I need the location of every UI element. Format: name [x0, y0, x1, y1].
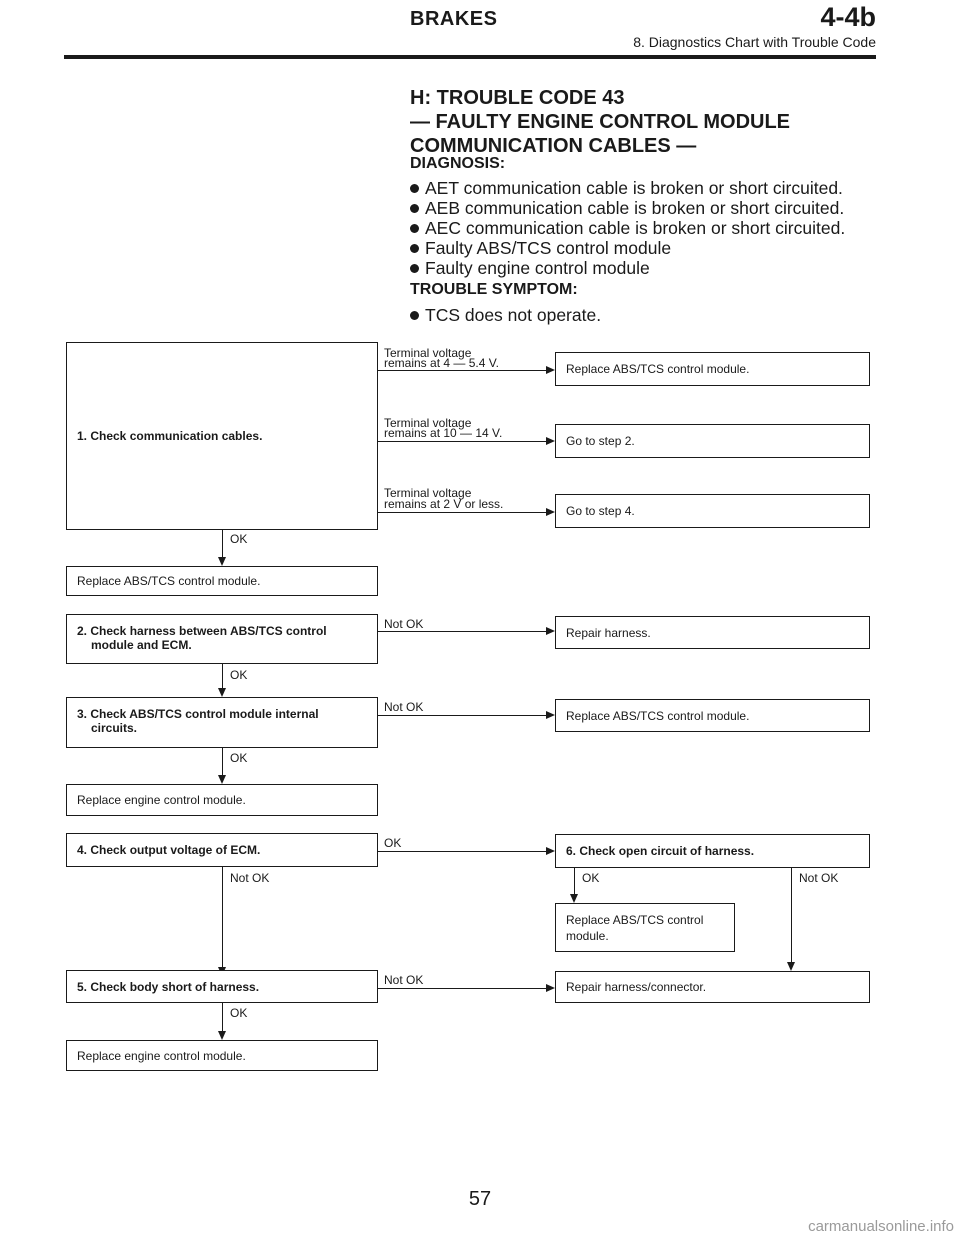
branch-label: remains at 10 — 14 V.: [384, 426, 503, 440]
result-box: Go to step 4.: [555, 494, 870, 528]
connector-line: [222, 1003, 223, 1031]
list-item: Faulty ABS/TCS control module: [410, 238, 845, 258]
result-box: Replace ABS/TCS control module.: [555, 352, 870, 386]
step2-box: 2. Check harness between ABS/TCS control module and ECM.: [66, 614, 378, 664]
notok-label: Not OK: [384, 700, 424, 714]
arrow-right-icon: [546, 847, 555, 855]
header-rule: [64, 55, 876, 59]
result-box: Repair harness.: [555, 616, 870, 649]
arrow-down-icon: [218, 557, 226, 566]
connector-line: [574, 868, 575, 894]
arrow-right-icon: [546, 984, 555, 992]
notok-label: Not OK: [384, 617, 424, 631]
connector-line: [378, 512, 546, 513]
ok-label: OK: [582, 871, 600, 885]
result-box: Repair harness/connector.: [555, 971, 870, 1003]
connector-line: [378, 631, 546, 632]
connector-line: [378, 988, 546, 989]
bullet-icon: [410, 244, 419, 253]
connector-line: [378, 715, 546, 716]
step6-box: 6. Check open circuit of harness.: [555, 834, 870, 868]
ok-label: OK: [230, 751, 248, 765]
connector-line: [222, 530, 223, 557]
arrow-right-icon: [546, 437, 555, 445]
arrow-down-icon: [570, 894, 578, 903]
branch-label: Terminal voltage: [384, 486, 472, 500]
connector-line: [378, 851, 546, 852]
bullet-icon: [410, 224, 419, 233]
bullet-icon: [410, 311, 419, 320]
ok-label: OK: [230, 668, 248, 682]
section-subtitle: 8. Diagnostics Chart with Trouble Code: [633, 34, 876, 50]
action-box: Replace engine control module.: [66, 1040, 378, 1071]
arrow-down-icon: [218, 688, 226, 697]
arrow-right-icon: [546, 627, 555, 635]
step5-box: 5. Check body short of harness.: [66, 970, 378, 1003]
branch-label: Terminal voltage: [384, 346, 472, 360]
arrow-down-icon: [787, 962, 795, 971]
title-line: H: TROUBLE CODE 43: [410, 87, 625, 109]
step1-box: 1. Check communication cables.: [66, 342, 378, 530]
symptom-list: [410, 305, 601, 325]
ok-label: OK: [384, 836, 402, 850]
connector-line: [378, 441, 546, 442]
ok-label: OK: [230, 1006, 248, 1020]
connector-line: [222, 867, 223, 967]
list-item: Faulty engine control module: [410, 258, 845, 278]
section-code: 4-4b: [820, 2, 876, 32]
connector-line: [222, 664, 223, 688]
list-item: AET communication cable is broken or short circuited.: [410, 178, 845, 198]
section-title: BRAKES: [410, 8, 498, 30]
page-title: [410, 86, 790, 158]
arrow-right-icon: [546, 366, 555, 374]
symptom-heading: TROUBLE SYMPTOM:: [410, 281, 578, 298]
bullet-icon: [410, 264, 419, 273]
connector-line: [222, 748, 223, 775]
notok-label: Not OK: [230, 871, 270, 885]
list-item: TCS does not operate.: [410, 305, 601, 325]
ok-label: OK: [230, 532, 248, 546]
branch-label: remains at 4 — 5.4 V.: [384, 356, 499, 370]
branch-label: Terminal voltage: [384, 416, 472, 430]
watermark: carmanualsonline.info: [808, 1218, 954, 1235]
result-box: Go to step 2.: [555, 424, 870, 458]
arrow-down-icon: [218, 775, 226, 784]
notok-label: Not OK: [799, 871, 839, 885]
result-box: Replace ABS/TCS control module.: [555, 699, 870, 732]
action-box: Replace ABS/TCS control module.: [66, 566, 378, 596]
step3-box: 3. Check ABS/TCS control module internal circuits.: [66, 697, 378, 748]
title-line: — FAULTY ENGINE CONTROL MODULE: [410, 111, 791, 133]
list-item: AEB communication cable is broken or short circuited.: [410, 198, 845, 218]
arrow-down-icon: [218, 1031, 226, 1040]
branch-label: remains at 2 V or less.: [384, 497, 504, 511]
diagnosis-list: [410, 178, 845, 278]
list-item: AEC communication cable is broken or short circuited.: [410, 218, 845, 238]
action-box: Replace engine control module.: [66, 784, 378, 816]
arrow-right-icon: [546, 508, 555, 516]
diagnosis-heading: DIAGNOSIS:: [410, 155, 506, 172]
connector-line: [378, 370, 546, 371]
action-box: Replace ABS/TCS control module.: [555, 903, 735, 952]
connector-line: [791, 868, 792, 962]
title-line: COMMUNICATION CABLES —: [410, 135, 697, 157]
bullet-icon: [410, 184, 419, 193]
arrow-right-icon: [546, 711, 555, 719]
step4-box: 4. Check output voltage of ECM.: [66, 833, 378, 867]
bullet-icon: [410, 204, 419, 213]
page-number: 57: [468, 1188, 492, 1210]
notok-label: Not OK: [384, 973, 424, 987]
